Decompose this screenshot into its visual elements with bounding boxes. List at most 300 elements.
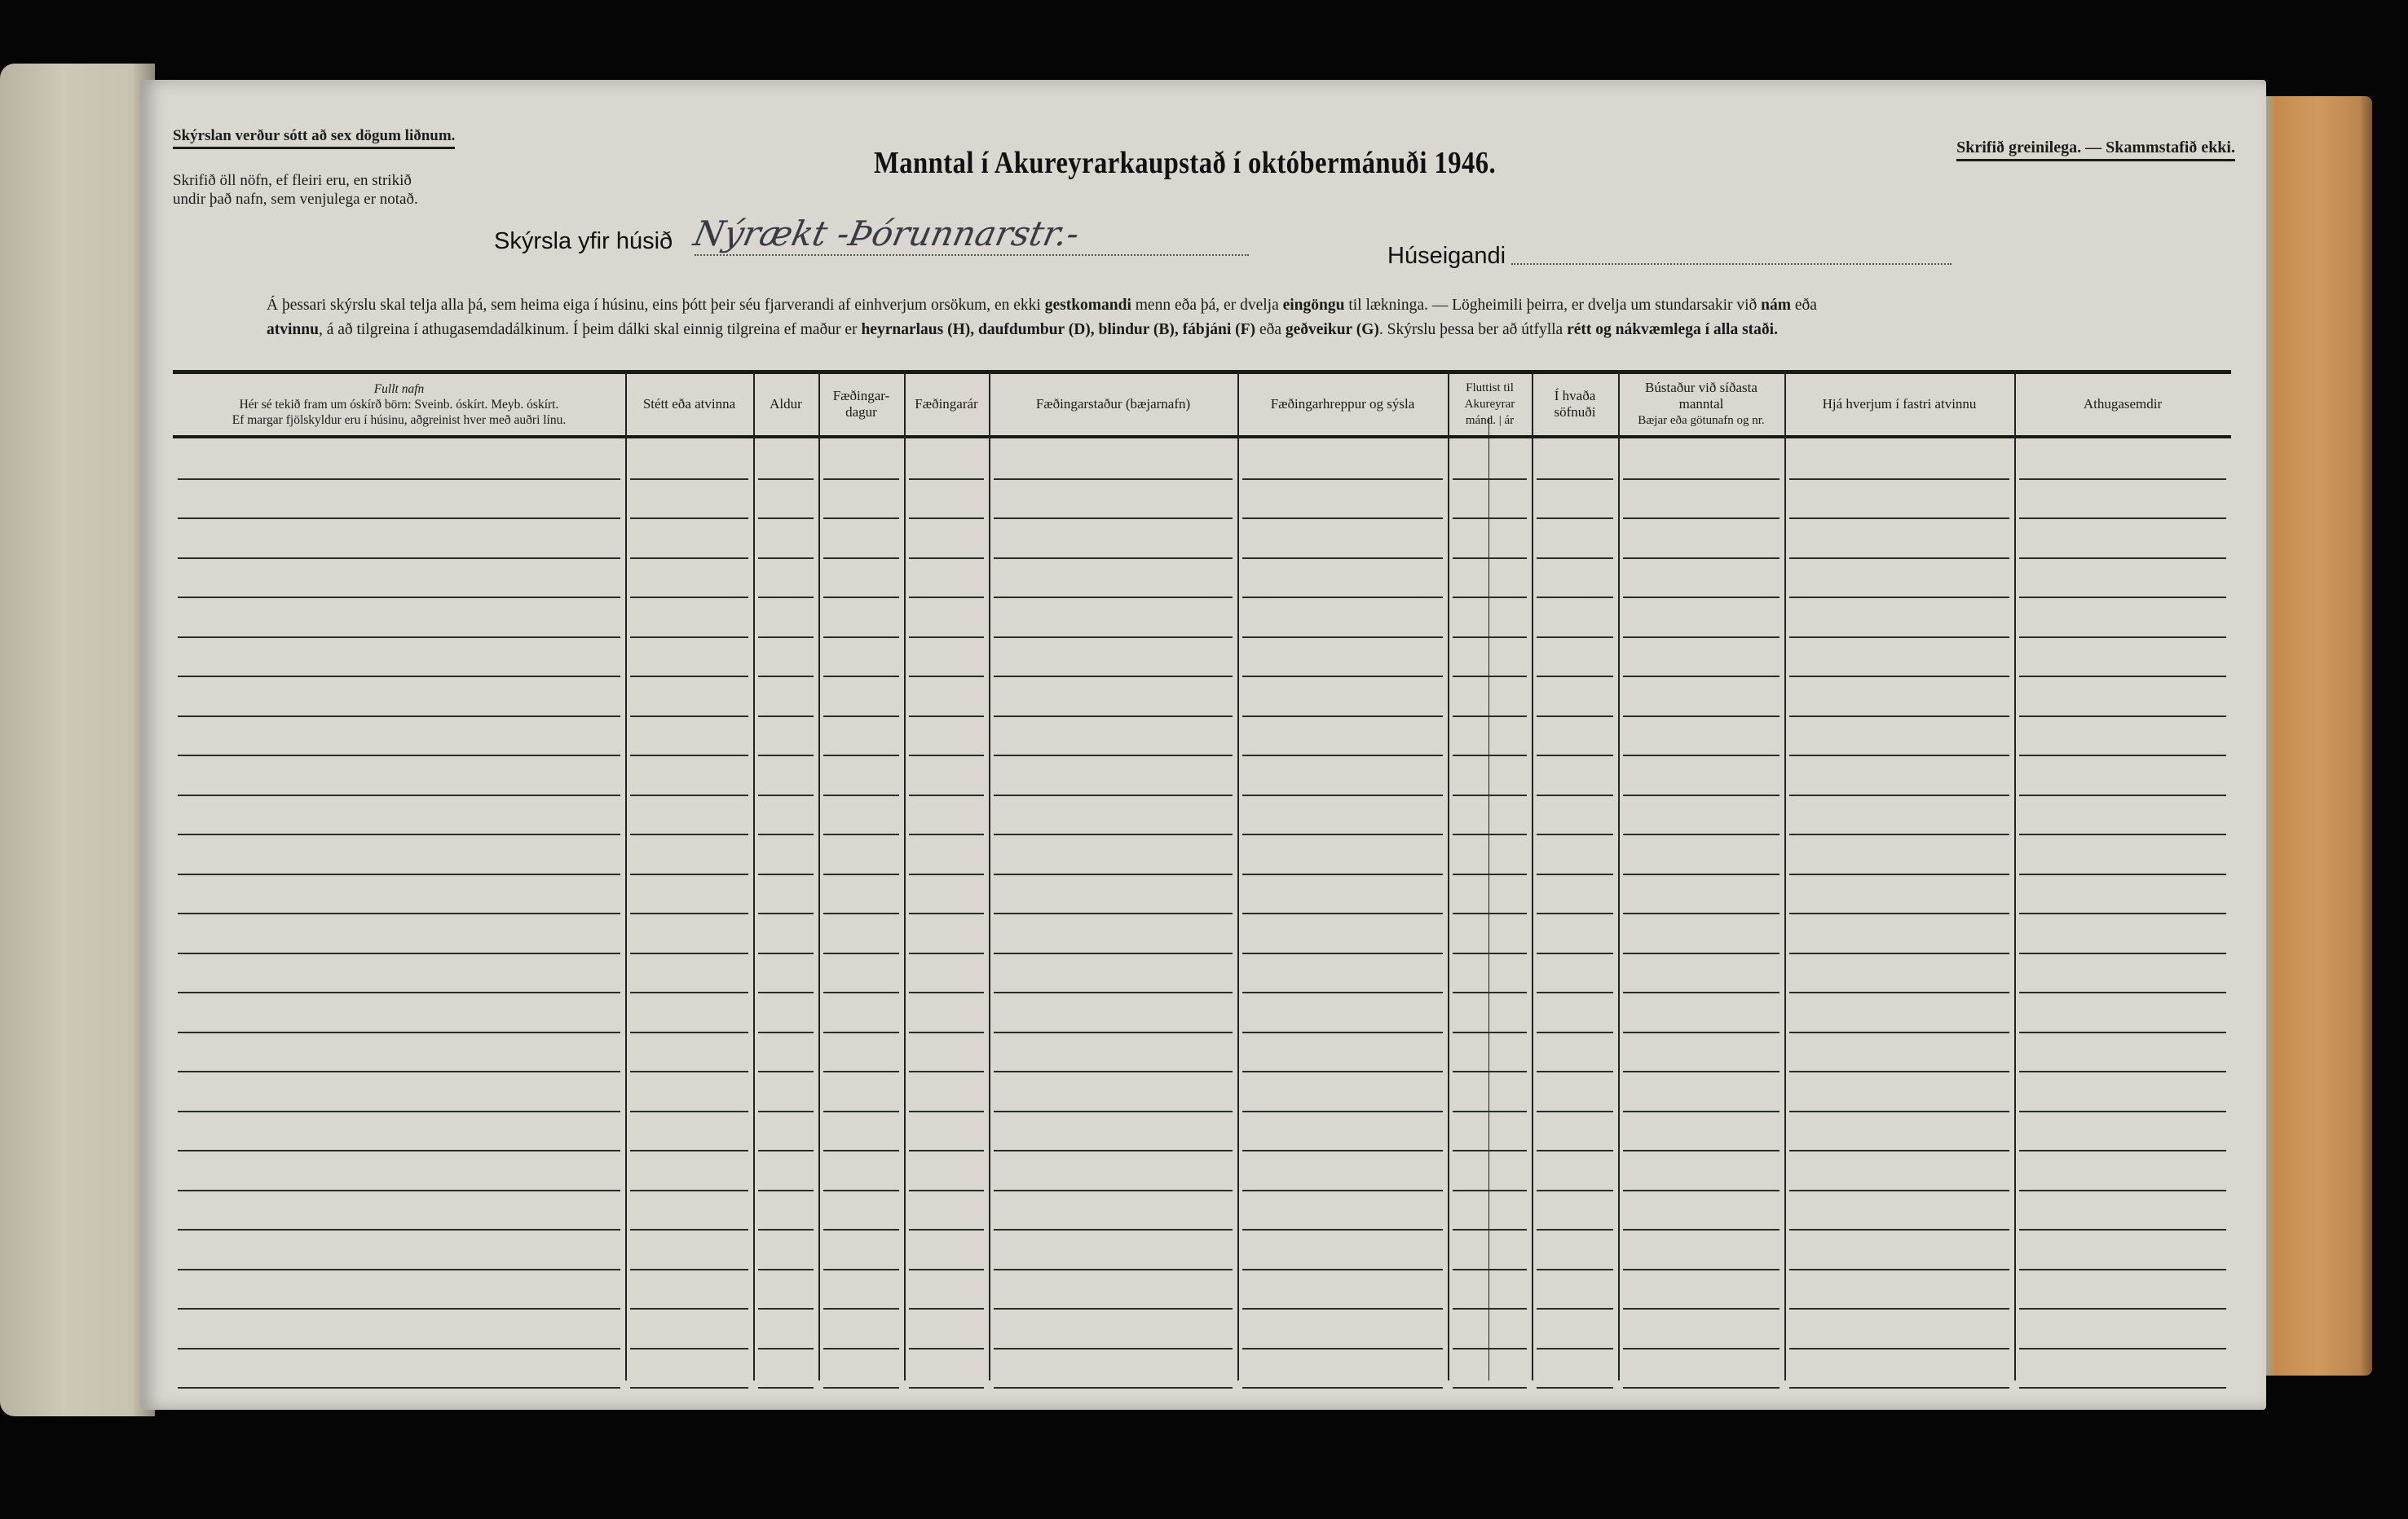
- table-row-rule: [1453, 1269, 1527, 1270]
- table-row-rule: [178, 636, 620, 638]
- table-row-rule: [758, 636, 814, 638]
- table-row-rule: [909, 1229, 984, 1231]
- table-row-rule: [2019, 874, 2226, 875]
- table-row-rule: [2019, 1032, 2226, 1033]
- table-row-rule: [994, 1032, 1233, 1033]
- table-row-rule: [1242, 913, 1443, 914]
- table-row-rule: [178, 834, 620, 835]
- table-row-rule: [1789, 913, 2009, 914]
- table-row-rule: [1242, 1032, 1443, 1033]
- table-row-rule: [1537, 1032, 1613, 1033]
- table-row-rule: [178, 1150, 620, 1151]
- table-row-rule: [630, 1111, 748, 1112]
- table-row-rule: [994, 597, 1233, 598]
- table-row-rule: [178, 557, 620, 559]
- table-row-rule: [1453, 1071, 1527, 1072]
- table-row-rule: [1537, 874, 1613, 875]
- table-row-rule: [1537, 478, 1613, 480]
- table-row-rule: [1242, 1348, 1443, 1349]
- table-row-rule: [909, 1032, 984, 1033]
- table-row-rule: [909, 636, 984, 638]
- table-row-rule: [2019, 1111, 2226, 1112]
- table-row-rule: [1537, 913, 1613, 914]
- column-header-occupation: Stétt eða atvinna: [642, 396, 736, 412]
- table-row-rule: [758, 1032, 814, 1033]
- table-row-rule: [994, 1308, 1233, 1310]
- table-row-rule: [994, 795, 1233, 796]
- table-row-rule: [630, 1348, 748, 1349]
- table-row-rule: [1623, 478, 1780, 480]
- table-row-rule: [1537, 1111, 1613, 1112]
- table-row-rule: [1789, 834, 2009, 835]
- table-row-rule: [1537, 953, 1613, 954]
- table-row-rule: [758, 517, 814, 519]
- table-row-rule: [2019, 755, 2226, 756]
- table-row-rule: [1623, 953, 1780, 954]
- table-row-rule: [1453, 834, 1527, 835]
- table-row-rule: [823, 1032, 899, 1033]
- column-header-full-name: Fullt nafn Hér sé tekið fram um óskírð börn: Sveinb. óskírt. Meyb. óskírt. Ef margar fjölskyldur eru í húsinu, aðgreinist hver með auðri línu.: [232, 381, 567, 427]
- table-row-rule: [1537, 1387, 1613, 1389]
- table-row-rule: [758, 834, 814, 835]
- table-row-rule: [630, 1190, 748, 1191]
- table-row-rule: [758, 1308, 814, 1310]
- table-row-rule: [178, 517, 620, 519]
- name-instruction-line2: undir það nafn, sem venjulega er notað.: [173, 191, 418, 208]
- table-row-rule: [823, 874, 899, 875]
- table-row-rule: [2019, 992, 2226, 993]
- table-row-rule: [1242, 478, 1443, 480]
- table-row-rule: [630, 1387, 748, 1389]
- table-row-rule: [758, 992, 814, 993]
- table-row-rule: [1623, 1032, 1780, 1033]
- column-separator: [1784, 370, 1786, 1380]
- table-row-rule: [994, 1348, 1233, 1349]
- column-separator: [1618, 370, 1620, 1380]
- table-row-rule: [630, 715, 748, 717]
- table-row-rule: [1242, 1269, 1443, 1270]
- table-row-rule: [630, 795, 748, 796]
- table-row-rule: [909, 1150, 984, 1151]
- census-table: [173, 370, 2231, 1380]
- table-row-rule: [1623, 1269, 1780, 1270]
- table-row-rule: [178, 755, 620, 756]
- table-row-rule: [909, 1111, 984, 1112]
- table-row-rule: [1242, 1308, 1443, 1310]
- table-row-rule: [758, 953, 814, 954]
- table-row-rule: [823, 755, 899, 756]
- table-row-rule: [994, 992, 1233, 993]
- table-row-rule: [994, 1269, 1233, 1270]
- table-row-rule: [1537, 676, 1613, 677]
- table-row-rule: [1537, 1229, 1613, 1231]
- table-row-rule: [1453, 636, 1527, 638]
- table-row-rule: [1453, 755, 1527, 756]
- table-row-rule: [823, 1150, 899, 1151]
- table-row-rule: [1623, 676, 1780, 677]
- table-row-rule: [2019, 795, 2226, 796]
- table-row-rule: [758, 557, 814, 559]
- table-row-rule: [1789, 874, 2009, 875]
- table-row-rule: [630, 874, 748, 875]
- table-row-rule: [1623, 1348, 1780, 1349]
- table-row-rule: [1789, 715, 2009, 717]
- table-row-rule: [1242, 557, 1443, 559]
- table-row-rule: [630, 1150, 748, 1151]
- table-row-rule: [1623, 795, 1780, 796]
- house-field-line: [695, 254, 1249, 256]
- column-header-congregation: Í hvaða söfnuði: [1554, 388, 1596, 420]
- table-row-rule: [1453, 992, 1527, 993]
- table-row-rule: [758, 755, 814, 756]
- table-row-rule: [1242, 636, 1443, 638]
- column-separator: [1237, 370, 1239, 1380]
- table-row-rule: [1242, 953, 1443, 954]
- table-row-rule: [823, 597, 899, 598]
- table-row-rule: [758, 913, 814, 914]
- table-row-rule: [178, 1269, 620, 1270]
- table-row-rule: [1242, 1229, 1443, 1231]
- table-row-rule: [994, 1229, 1233, 1231]
- table-row-rule: [1789, 1190, 2009, 1191]
- instructions-paragraph: Á þessari skýrslu skal telja alla þá, sem heima eiga í húsinu, eins þótt þeir séu fjarverandi af einhverjum orsökum, en ekki gestkomandi menn eða þá, er dvelja eingöngu til lækninga. — Lögheimili þeirra, er dvelja um stundarsakir við nám eða atvinnu, á að tilgreina í athugasemdadálkinum. Í þeim dálki skal einnig tilgreina ef maður er heyrnarlaus (H), daufdumbur (D), blindur (B), fábjáni (F) eða geðveikur (G). Skýrslu þessa ber að útfylla rétt og nákvæmlega í alla staði.: [267, 297, 1817, 338]
- table-row-rule: [2019, 1387, 2226, 1389]
- table-row-rule: [823, 676, 899, 677]
- table-row-rule: [1623, 1387, 1780, 1389]
- table-row-rule: [823, 1308, 899, 1310]
- table-row-rule: [994, 1071, 1233, 1072]
- table-row-rule: [178, 478, 620, 480]
- table-row-rule: [2019, 676, 2226, 677]
- column-separator: [1488, 417, 1489, 1380]
- column-header-previous-residence: Bústaður við síðasta manntal Bæjar eða götunafn og nr.: [1638, 380, 1765, 427]
- table-row-rule: [178, 953, 620, 954]
- table-row-rule: [178, 795, 620, 796]
- table-row-rule: [909, 1071, 984, 1072]
- table-row-rule: [758, 1348, 814, 1349]
- table-row-rule: [758, 874, 814, 875]
- table-row-rule: [994, 517, 1233, 519]
- table-row-rule: [823, 913, 899, 914]
- table-row-rule: [1453, 1111, 1527, 1112]
- column-separator: [989, 370, 990, 1380]
- table-row-rule: [2019, 834, 2226, 835]
- table-row-rule: [1242, 1387, 1443, 1389]
- table-row-rule: [909, 1348, 984, 1349]
- facing-page: [0, 64, 155, 1416]
- table-row-rule: [823, 1190, 899, 1191]
- table-row-rule: [1623, 1308, 1780, 1310]
- column-header-age: Aldur: [770, 396, 802, 412]
- table-row-rule: [2019, 1229, 2226, 1231]
- owner-label: Húseigandi: [1387, 243, 1506, 269]
- table-row-rule: [178, 1387, 620, 1389]
- table-row-rule: [758, 676, 814, 677]
- table-row-rule: [994, 953, 1233, 954]
- table-row-rule: [1789, 1111, 2009, 1112]
- table-row-rule: [1789, 636, 2009, 638]
- table-row-rule: [1453, 1387, 1527, 1389]
- table-row-rule: [1453, 1150, 1527, 1151]
- table-row-rule: [1789, 1348, 2009, 1349]
- table-row-rule: [994, 636, 1233, 638]
- table-row-rule: [1242, 1111, 1443, 1112]
- table-row-rule: [1537, 715, 1613, 717]
- table-row-rule: [1623, 715, 1780, 717]
- table-row-rule: [1789, 1387, 2009, 1389]
- table-top-rule: [173, 370, 2231, 374]
- table-row-rule: [1789, 517, 2009, 519]
- table-row-rule: [994, 715, 1233, 717]
- table-row-rule: [823, 557, 899, 559]
- table-row-rule: [178, 1032, 620, 1033]
- table-row-rule: [1789, 676, 2009, 677]
- column-header-birth-parish: Fæðingarhreppur og sýsla: [1270, 396, 1415, 412]
- table-row-rule: [909, 557, 984, 559]
- table-row-rule: [2019, 1269, 2226, 1270]
- table-row-rule: [2019, 913, 2226, 914]
- table-row-rule: [1453, 874, 1527, 875]
- table-row-rule: [630, 597, 748, 598]
- table-row-rule: [630, 1269, 748, 1270]
- table-row-rule: [1537, 636, 1613, 638]
- table-row-rule: [178, 1190, 620, 1191]
- table-row-rule: [1789, 1150, 2009, 1151]
- table-row-rule: [1537, 517, 1613, 519]
- table-row-rule: [1453, 1032, 1527, 1033]
- table-row-rule: [823, 834, 899, 835]
- table-row-rule: [1453, 1190, 1527, 1191]
- table-row-rule: [1453, 557, 1527, 559]
- table-row-rule: [823, 1269, 899, 1270]
- table-row-rule: [1537, 1150, 1613, 1151]
- table-row-rule: [823, 1387, 899, 1389]
- table-row-rule: [1623, 1150, 1780, 1151]
- column-separator: [1532, 370, 1533, 1380]
- table-row-rule: [994, 834, 1233, 835]
- table-row-rule: [758, 1269, 814, 1270]
- table-row-rule: [758, 1229, 814, 1231]
- table-row-rule: [909, 953, 984, 954]
- table-row-rule: [1537, 992, 1613, 993]
- table-row-rule: [178, 597, 620, 598]
- table-row-rule: [1242, 874, 1443, 875]
- table-row-rule: [909, 795, 984, 796]
- table-row-rule: [994, 874, 1233, 875]
- table-row-rule: [758, 1190, 814, 1191]
- table-row-rule: [2019, 517, 2226, 519]
- column-separator: [753, 370, 755, 1380]
- table-row-rule: [1623, 517, 1780, 519]
- table-row-rule: [1623, 557, 1780, 559]
- table-row-rule: [1623, 874, 1780, 875]
- table-row-rule: [630, 834, 748, 835]
- table-row-rule: [1453, 1308, 1527, 1310]
- table-row-rule: [994, 478, 1233, 480]
- table-row-rule: [1789, 1308, 2009, 1310]
- table-row-rule: [178, 1071, 620, 1072]
- table-row-rule: [2019, 1348, 2226, 1349]
- owner-field[interactable]: [1511, 263, 1952, 265]
- table-row-rule: [1453, 795, 1527, 796]
- table-row-rule: [1789, 953, 2009, 954]
- table-row-rule: [909, 715, 984, 717]
- table-row-rule: [823, 992, 899, 993]
- column-header-birthplace: Fæðingarstaður (bæjarnafn): [1035, 396, 1191, 412]
- table-row-rule: [994, 676, 1233, 677]
- table-row-rule: [909, 913, 984, 914]
- table-row-rule: [823, 517, 899, 519]
- table-row-rule: [823, 1348, 899, 1349]
- table-row-rule: [1537, 1269, 1613, 1270]
- table-row-rule: [178, 676, 620, 677]
- table-row-rule: [1623, 992, 1780, 993]
- table-row-rule: [630, 1071, 748, 1072]
- table-row-rule: [630, 1308, 748, 1310]
- table-row-rule: [1242, 755, 1443, 756]
- table-row-rule: [758, 795, 814, 796]
- table-row-rule: [758, 1150, 814, 1151]
- table-row-rule: [178, 992, 620, 993]
- table-row-rule: [2019, 1308, 2226, 1310]
- table-row-rule: [1537, 1071, 1613, 1072]
- table-row-rule: [2019, 1071, 2226, 1072]
- census-form-page: [140, 80, 2266, 1410]
- table-row-rule: [1789, 1269, 2009, 1270]
- table-row-rule: [630, 676, 748, 677]
- table-row-rule: [909, 755, 984, 756]
- table-row-rule: [2019, 715, 2226, 717]
- table-row-rule: [2019, 636, 2226, 638]
- table-row-rule: [909, 478, 984, 480]
- table-row-rule: [823, 1071, 899, 1072]
- table-row-rule: [909, 676, 984, 677]
- table-row-rule: [1242, 715, 1443, 717]
- table-row-rule: [909, 1190, 984, 1191]
- table-row-rule: [178, 1348, 620, 1349]
- table-row-rule: [1623, 636, 1780, 638]
- table-row-rule: [2019, 478, 2226, 480]
- column-header-birth-year: Fæðingarár: [915, 396, 978, 412]
- table-header-rule: [173, 435, 2231, 438]
- table-row-rule: [758, 1071, 814, 1072]
- table-row-rule: [994, 1150, 1233, 1151]
- column-separator: [1448, 370, 1449, 1380]
- table-row-rule: [1453, 597, 1527, 598]
- table-row-rule: [1623, 834, 1780, 835]
- table-row-rule: [1789, 1229, 2009, 1231]
- column-header-birth-day: Fæðingar-dagur: [832, 388, 890, 420]
- table-row-rule: [1623, 1229, 1780, 1231]
- table-row-rule: [758, 715, 814, 717]
- table-row-rule: [823, 1111, 899, 1112]
- name-instruction: [173, 171, 515, 209]
- column-separator: [904, 370, 906, 1380]
- table-row-rule: [630, 913, 748, 914]
- column-separator: [625, 370, 627, 1380]
- table-row-rule: [2019, 1190, 2226, 1191]
- table-row-rule: [1623, 913, 1780, 914]
- table-row-rule: [1242, 597, 1443, 598]
- table-row-rule: [994, 1387, 1233, 1389]
- table-row-rule: [909, 597, 984, 598]
- table-row-rule: [909, 1308, 984, 1310]
- table-row-rule: [1453, 676, 1527, 677]
- table-row-rule: [823, 478, 899, 480]
- house-label: Skýrsla yfir húsið: [494, 228, 673, 254]
- table-row-rule: [178, 1308, 620, 1310]
- table-row-rule: [758, 478, 814, 480]
- table-row-rule: [1789, 992, 2009, 993]
- table-row-rule: [909, 992, 984, 993]
- table-row-rule: [1789, 478, 2009, 480]
- table-row-rule: [178, 1229, 620, 1231]
- table-row-rule: [823, 1229, 899, 1231]
- table-row-rule: [630, 1032, 748, 1033]
- table-row-rule: [1537, 597, 1613, 598]
- table-row-rule: [1623, 1190, 1780, 1191]
- table-row-rule: [1623, 755, 1780, 756]
- table-row-rule: [1453, 1229, 1527, 1231]
- column-header-moved-in: Fluttist til Akureyrar mánd. | ár: [1464, 381, 1515, 427]
- table-row-rule: [1453, 715, 1527, 717]
- table-row-rule: [1789, 755, 2009, 756]
- table-row-rule: [1537, 1190, 1613, 1191]
- table-row-rule: [1789, 1071, 2009, 1072]
- table-row-rule: [1242, 517, 1443, 519]
- house-field-handwritten-value[interactable]: Nýrækt -Þórunnarstr.-: [690, 214, 1083, 253]
- table-row-rule: [178, 715, 620, 717]
- table-row-rule: [630, 478, 748, 480]
- table-row-rule: [630, 992, 748, 993]
- table-row-rule: [178, 1111, 620, 1112]
- table-row-rule: [1623, 1071, 1780, 1072]
- table-row-rule: [758, 597, 814, 598]
- legibility-notice: Skrifið greinilega. — Skammstafið ekki.: [1956, 139, 2235, 161]
- table-row-rule: [1537, 834, 1613, 835]
- table-row-rule: [758, 1111, 814, 1112]
- table-row-rule: [1453, 913, 1527, 914]
- table-row-rule: [1789, 1032, 2009, 1033]
- table-row-rule: [1453, 478, 1527, 480]
- book-page-edges: [2250, 96, 2372, 1376]
- table-row-rule: [1537, 755, 1613, 756]
- table-row-rule: [1623, 1111, 1780, 1112]
- table-row-rule: [1242, 1150, 1443, 1151]
- table-row-rule: [178, 913, 620, 914]
- table-row-rule: [1242, 795, 1443, 796]
- table-row-rule: [1242, 834, 1443, 835]
- name-instruction-line1: Skrifið öll nöfn, ef fleiri eru, en strikið: [173, 172, 412, 189]
- table-row-rule: [994, 1190, 1233, 1191]
- table-row-rule: [630, 953, 748, 954]
- table-row-rule: [2019, 953, 2226, 954]
- form-title: Manntal í Akureyrarkaupstað í októbermánuði 1946.: [874, 146, 1497, 180]
- table-row-rule: [1242, 1071, 1443, 1072]
- table-row-rule: [994, 755, 1233, 756]
- table-row-rule: [909, 1269, 984, 1270]
- column-separator: [2014, 370, 2016, 1380]
- table-row-rule: [909, 1387, 984, 1389]
- table-row-rule: [823, 953, 899, 954]
- table-row-rule: [1623, 597, 1780, 598]
- table-row-rule: [1537, 1348, 1613, 1349]
- column-separator: [818, 370, 820, 1380]
- table-row-rule: [823, 636, 899, 638]
- table-row-rule: [630, 557, 748, 559]
- table-row-rule: [909, 517, 984, 519]
- table-row-rule: [823, 795, 899, 796]
